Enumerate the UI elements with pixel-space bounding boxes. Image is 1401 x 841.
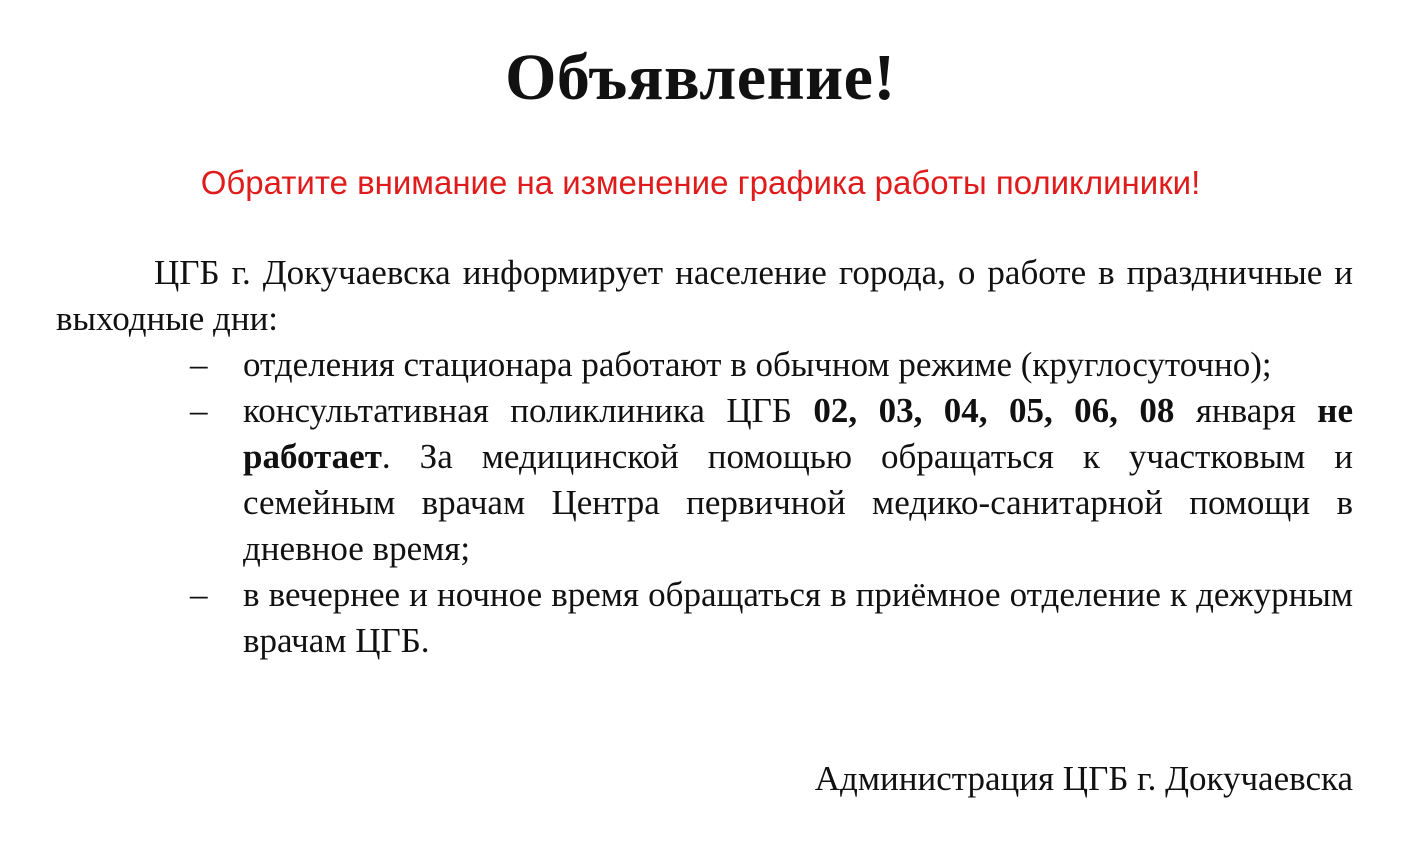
list-item-text-part: . За медицинской помощью обращаться к участковым и семейным врачам Центра первичной медико-санитарной помощи в дневное время; (243, 437, 1353, 568)
announcement-title: Объявление! (505, 41, 896, 114)
list-item-text: в вечернее и ночное время обращаться в приёмное отделение к дежурным врачам ЦГБ. (243, 575, 1353, 660)
intro-paragraph: ЦГБ г. Докучаевска информирует население города, о работе в праздничные и выходные дни: (56, 253, 1353, 338)
not-working-label: не работает (243, 391, 1353, 476)
announcement-subtitle: Обратите внимание на изменение графика работы поликлиники! (200, 164, 1201, 201)
list-item-text: отделения стационара работают в обычном режиме (круглосуточно); (243, 345, 1272, 384)
signature: Администрация ЦГБ г. Докучаевска (814, 759, 1353, 798)
schedule-list (190, 342, 1353, 664)
list-dash: – (190, 575, 208, 614)
list-item-text-part: консультативная поликлиника ЦГБ (243, 391, 814, 430)
closed-dates: 02, 03, 04, 05, 06, 08 (813, 391, 1175, 430)
list-item-polyclinic (190, 388, 1353, 572)
list-item-evening (190, 572, 1353, 664)
list-item-text-part: января (1174, 391, 1318, 430)
list-item-inpatient (190, 342, 1353, 388)
list-dash: – (190, 391, 208, 430)
list-dash: – (190, 345, 208, 384)
